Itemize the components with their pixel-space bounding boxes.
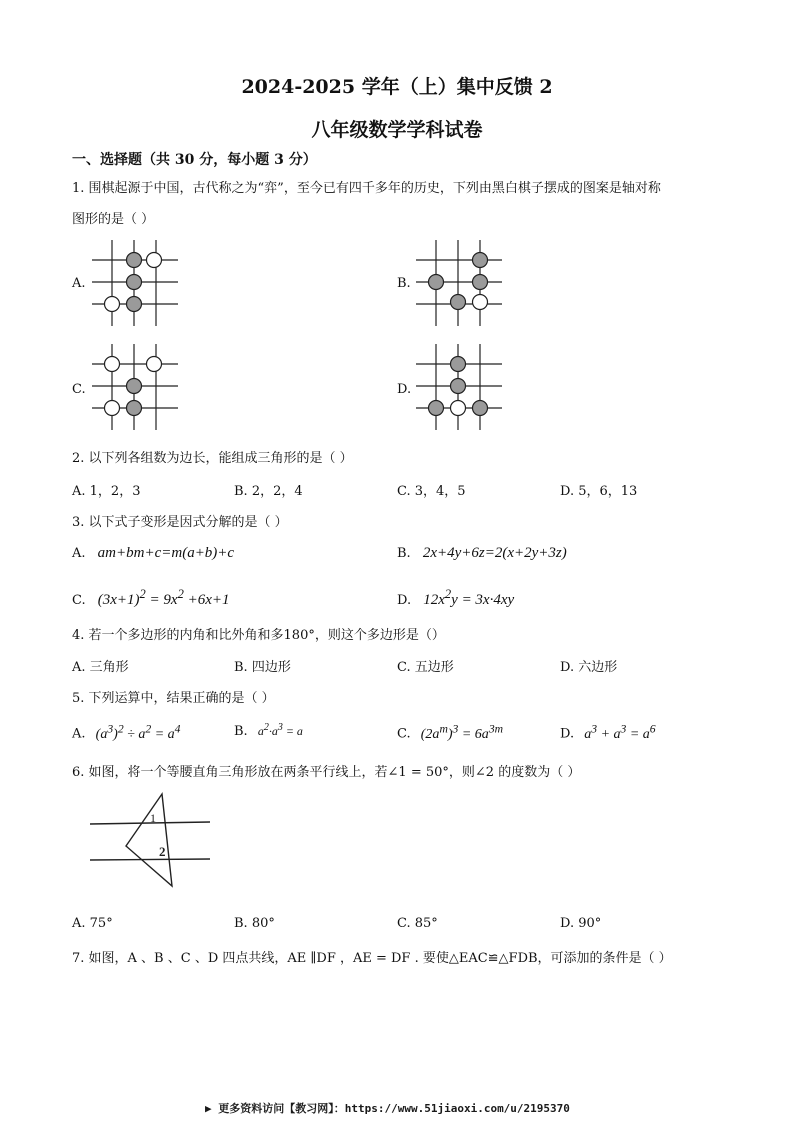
q5c-e2: 3 [452,722,459,735]
q1-option-b-label: B. [397,276,411,291]
question-1-line2: 图形的是（ ） [72,212,155,227]
question-3: 3. 以下式子变形是因式分解的是（ ） [72,515,288,530]
q4-option-d: D. 六边形 [560,660,618,675]
q5b-e1: 2 [263,722,269,733]
q5c-e3: 3m [488,722,504,735]
go-board-d-figure [416,344,502,430]
question-1-line1: 1. 围棋起源于中国，古代称之为“弈”，至今已有四千多年的历史，下列由黑白棋子摆成的图案是轴对称 [72,181,661,196]
q5d-p3: = a [626,726,650,742]
q5-option-d [560,722,656,743]
go-board-b-figure [416,240,502,326]
q3-option-c-label: C. [72,593,86,608]
q2-option-a: A. 1，2，3 [72,484,141,499]
q3-option-b-label: B. [397,546,411,561]
question-2: 2. 以下列各组数为边长，能组成三角形的是（ ） [72,451,353,466]
q5a-e2: 2 [117,722,124,735]
q2-option-b: B. 2，2，4 [234,484,303,499]
exam-subtitle: 八年级数学学科试卷 [311,119,483,141]
q5d-e1: 3 [591,722,598,735]
q3c-mid: = 9x [145,592,178,608]
q5a-e1: 3 [107,722,114,735]
q5d-p2: + a [597,726,621,742]
q5-option-d-label: D. [560,726,575,742]
q5d-e3: 6 [649,722,656,735]
section-heading: 一、选择题（共 30 分，每小题 3 分） [72,152,317,168]
q2-option-d: D. 5，6，13 [560,484,638,499]
q6-option-d: D. 90° [560,916,602,931]
q3-option-b [397,545,567,562]
q3c-base: (3x+1) [97,592,140,608]
q5b-p2: ·a [268,724,278,738]
exam-title: 2024-2025 学年（上）集中反馈 2 [241,76,553,98]
q5a-p2: ) [113,726,118,742]
q5-option-b-label: B. [234,724,248,739]
q1-option-d-label: D. [397,382,412,397]
q3c-exp2: 2 [177,587,184,601]
q1-option-a-label: A. [72,276,86,291]
q3-option-c-expr [97,587,230,608]
q1-option-c-label: C. [72,382,86,397]
question-4: 4. 若一个多边形的内角和比外角和多180°，则这个多边形是（） [72,628,445,643]
q6-option-a: A. 75° [72,916,113,931]
q3-option-d-expr [423,587,515,608]
angle-2-label: 2 [159,844,166,859]
q5-option-c-expr [420,722,504,742]
q3-option-c [72,587,229,609]
q5-option-c-label: C. [397,726,411,742]
q5a-p1: (a [95,726,108,742]
q5a-p3: ÷ a [123,726,146,742]
q5b-p3: = a [282,724,303,738]
q5b-e2: 3 [277,722,283,733]
triangle-parallel-lines-figure [86,792,216,892]
q5c-p2: ) [447,726,453,742]
q5a-e3: 2 [145,722,152,735]
q3c-exp: 2 [139,587,146,601]
q3-option-d [397,587,514,609]
q5-option-a-expr [95,722,181,742]
q5-option-b [234,722,303,739]
q3-option-a-expr: am+bm+c=m(a+b)+c [97,545,235,561]
q4-option-a: A. 三角形 [72,660,129,675]
go-board-a-figure [92,240,178,326]
q5c-p3: = 6a [458,726,489,742]
q5-option-c [397,722,503,743]
question-7: 7. 如图，A 、B 、C 、D 四点共线，AE ∥DF ，AE = DF . 要使△EAC≌△FDB，可添加的条件是（ ） [72,951,672,966]
footer-link-text[interactable]: ▶ 更多资料访问【教习网】：https://www.51jiaoxi.com/u/2195370 [205,1102,570,1115]
q2-option-c: C. 3，4，5 [397,484,466,499]
go-board-c-figure [92,344,178,430]
q5c-p1: (2a [420,726,440,742]
q5-option-a-label: A. [72,726,86,742]
q3-option-d-label: D. [397,593,412,608]
q3-option-a [72,545,234,562]
angle-1-label: 1 [150,811,156,825]
q5-option-d-expr [584,722,656,742]
q4-option-b: B. 四边形 [234,660,291,675]
question-5: 5. 下列运算中，结果正确的是（ ） [72,691,275,706]
q5d-p1: a [584,726,592,742]
q3d-rest: y = 3x·4xy [451,592,515,608]
q4-option-c: C. 五边形 [397,660,454,675]
q3d-base: 12x [423,592,445,608]
question-6: 6. 如图，将一个等腰直角三角形放在两条平行线上，若∠1 = 50°，则∠2 的度数为（ ） [72,765,581,780]
q6-option-c: C. 85° [397,916,438,931]
q3d-exp: 2 [444,587,452,601]
q5a-p4: = a [151,726,175,742]
q3c-rest: +6x+1 [183,592,230,608]
q5c-e1: m [439,722,448,735]
q5-option-a [72,722,180,743]
q5a-e4: 4 [174,722,181,735]
q3-option-a-label: A. [72,546,86,561]
q6-option-b: B. 80° [234,916,275,931]
q5d-e2: 3 [620,722,627,735]
q5-option-b-expr [258,724,303,738]
q3-option-b-expr: 2x+4y+6z=2(x+2y+3z) [422,545,567,561]
q5b-p1: a [257,724,264,738]
